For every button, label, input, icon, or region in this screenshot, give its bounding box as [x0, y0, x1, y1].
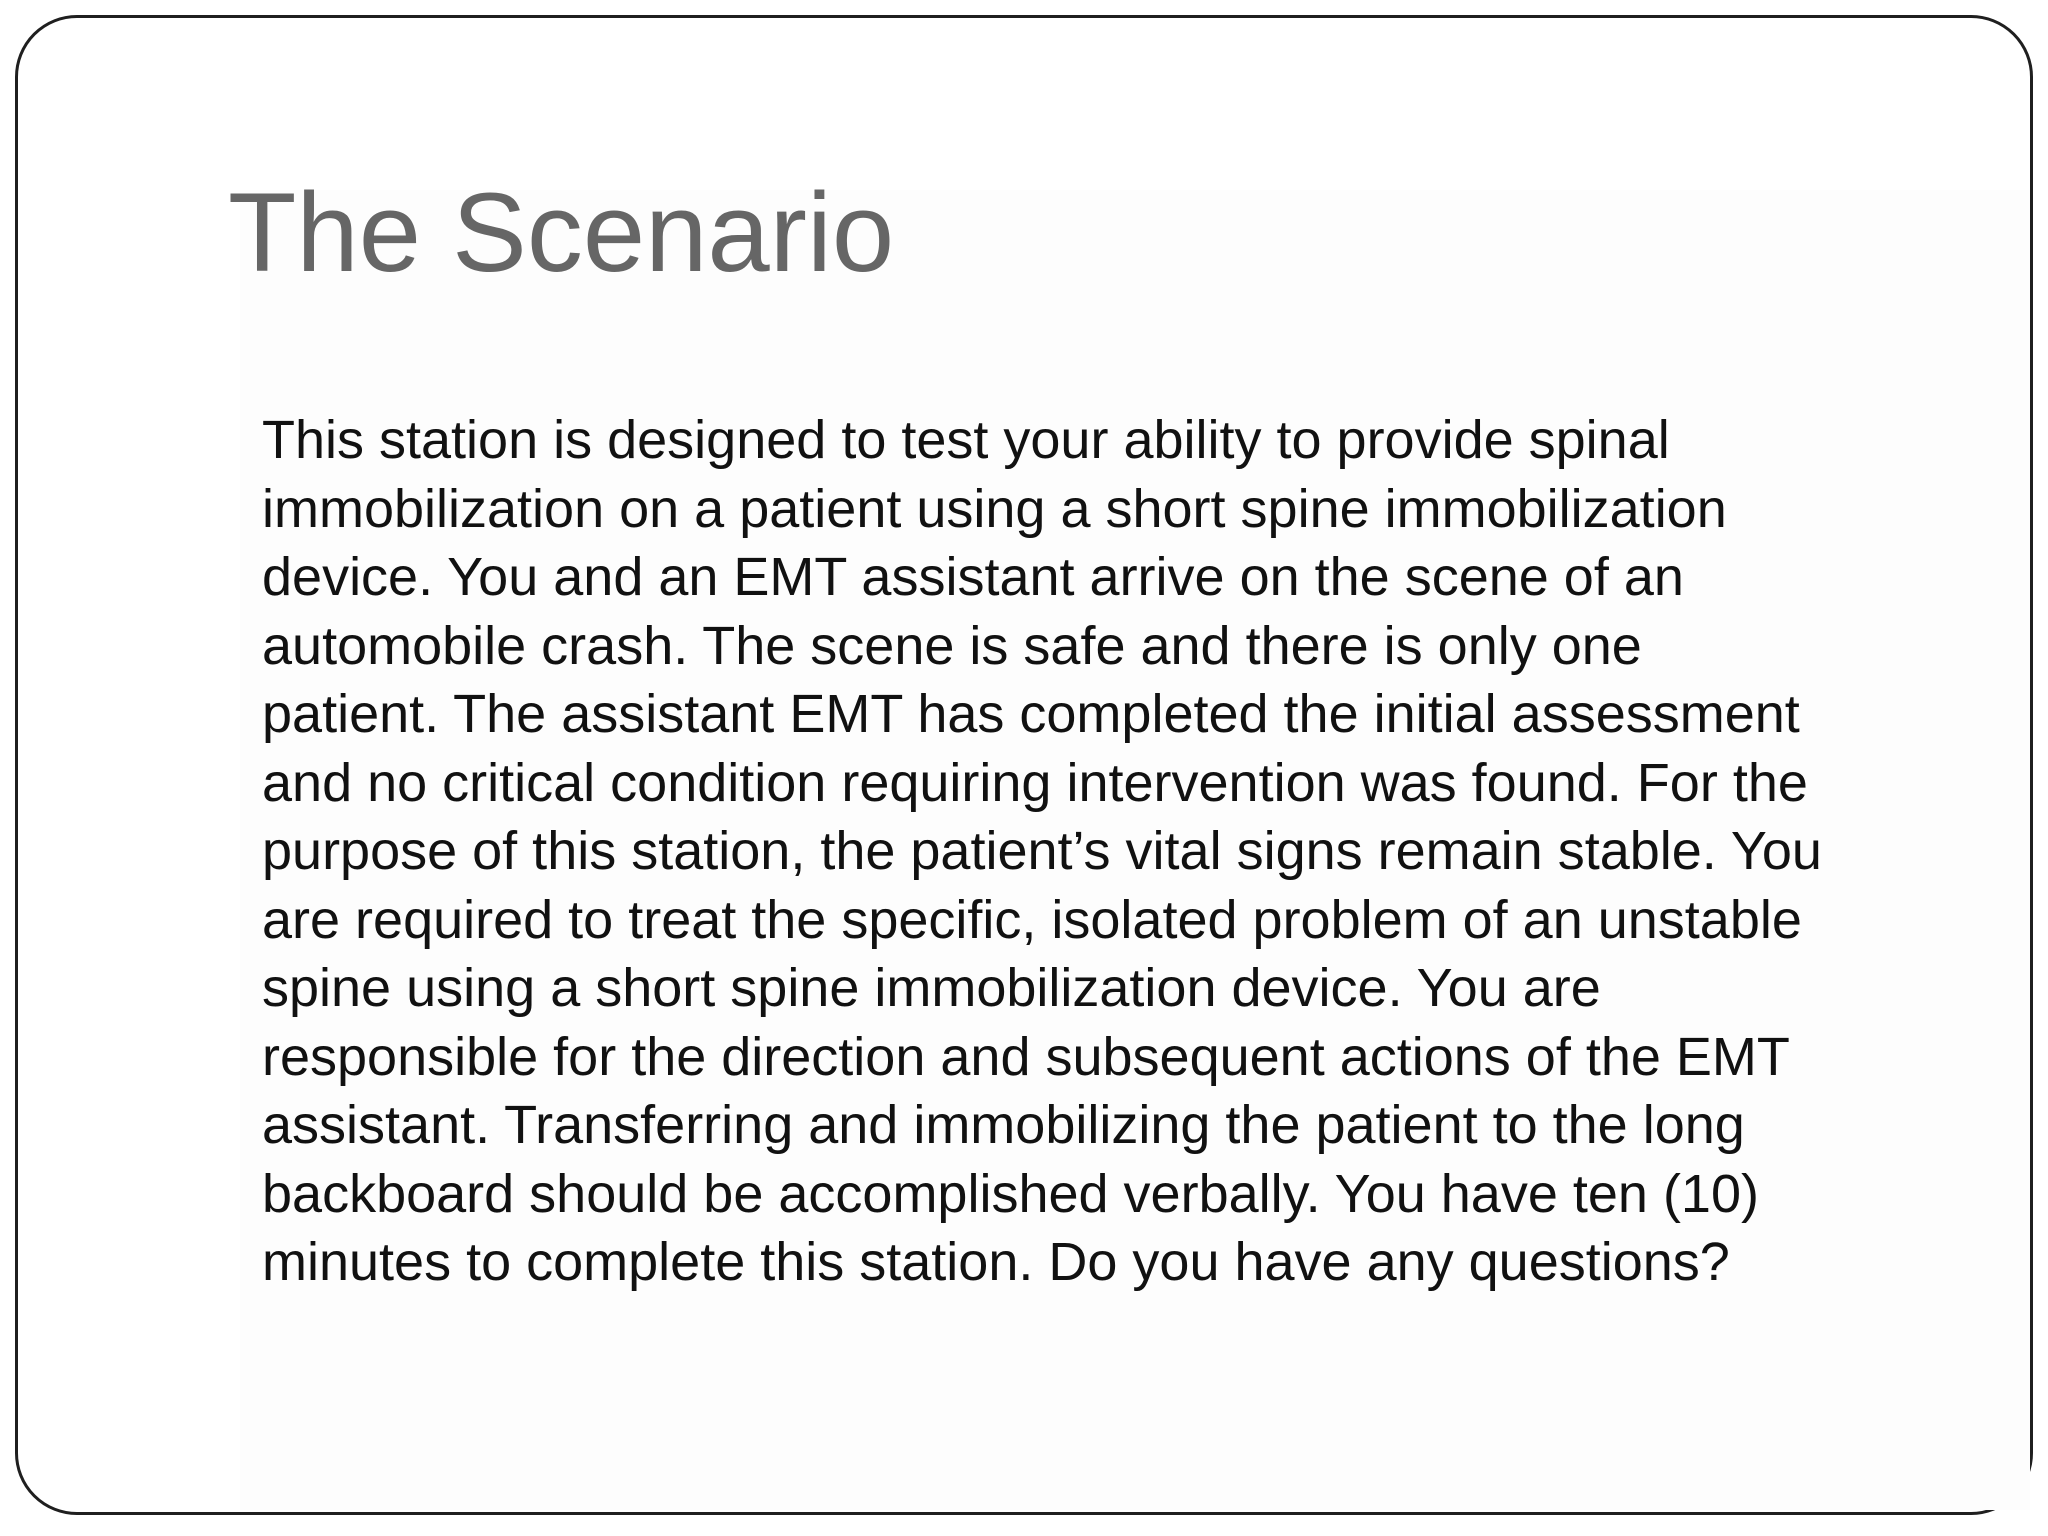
scenario-text: [262, 406, 1962, 1297]
scenario-line: This station is designed to test your ability to provide spinal: [262, 410, 1670, 470]
scenario-line: purpose of this station, the patient’s vital signs remain stable. You: [262, 821, 1822, 881]
scenario-line: spine using a short spine immobilization device. You are: [262, 958, 1601, 1018]
scenario-line: backboard should be accomplished verbally. You have ten (10): [262, 1163, 1759, 1224]
scenario-line: minutes to complete this station. Do you have any questions?: [262, 1232, 1730, 1292]
scenario-line: patient. The assistant EMT has completed the initial assessment: [262, 684, 1800, 744]
scenario-line: responsible for the direction and subsequent actions of the EMT: [262, 1026, 1790, 1087]
slide-title: The Scenario: [228, 170, 895, 295]
scenario-line: immobilization on a patient using a short spine immobilization: [262, 478, 1727, 539]
scenario-line: and no critical condition requiring intervention was found. For the: [262, 752, 1808, 813]
scenario-line: device. You and an EMT assistant arrive on the scene of an: [262, 547, 1684, 607]
scenario-line: assistant. Transferring and immobilizing the patient to the long: [262, 1095, 1745, 1155]
scenario-line: are required to treat the specific, isolated problem of an unstable: [262, 889, 1802, 950]
scenario-line: automobile crash. The scene is safe and there is only one: [262, 615, 1642, 676]
